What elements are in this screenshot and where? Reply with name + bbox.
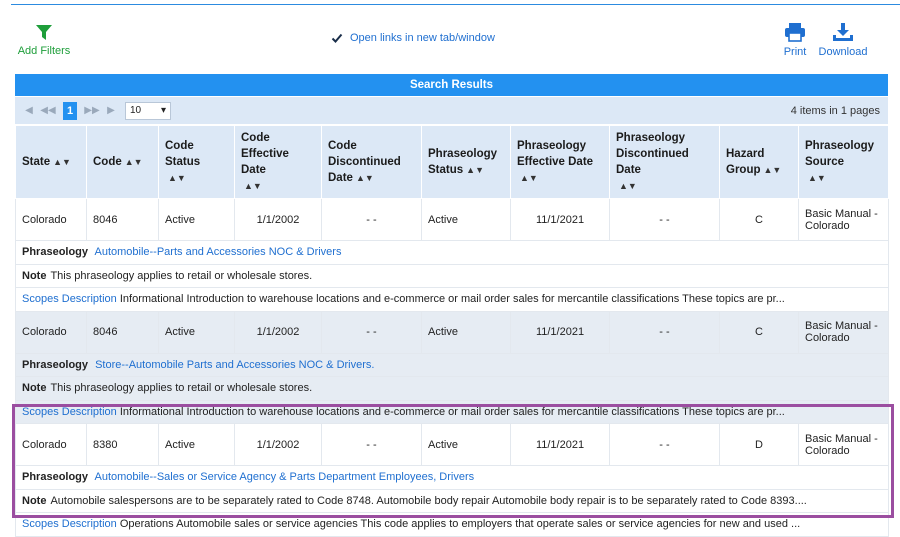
scopes-description-link[interactable]: Scopes Description [22,518,117,531]
cell-code-effective: 1/1/2002 [235,424,322,466]
col-header-phraseology-effective-date[interactable]: Phraseology Effective Date ▲▼ [511,126,610,199]
phraseology-label: Phraseology [22,246,89,259]
col-header-code-status[interactable]: Code Status ▲▼ [159,126,235,199]
table-row[interactable] [16,424,889,466]
add-filters-label: Add Filters [17,45,71,57]
cell-phraseology-effective: 11/1/2021 [511,199,610,241]
phraseology-row [16,353,889,377]
print-label: Print [783,46,807,58]
print-button[interactable] [780,22,810,58]
cell-state: Colorado [16,199,87,241]
download-label: Download [818,46,868,58]
col-header-hazard-group[interactable]: Hazard Group ▲▼ [720,126,799,199]
cell-code-discontinued: - - [322,199,422,241]
sort-icon[interactable]: ▲▼ [53,157,71,167]
open-links-label: Open links in new tab/window [350,32,495,44]
prev-page-icon[interactable]: ◀◀ [40,105,56,116]
scopes-description-link[interactable]: Scopes Description [22,293,117,306]
last-page-icon[interactable]: ▶ [105,105,115,116]
col-header-state[interactable]: State ▲▼ [16,126,87,199]
cell-phraseology-status: Active [422,311,511,353]
cell-code: 8046 [87,311,159,353]
note-row [16,377,889,401]
cell-source: Basic Manual - Colorado [799,424,889,466]
sort-icon[interactable]: ▲▼ [355,173,374,183]
table-row[interactable] [16,311,889,353]
open-links-toggle[interactable] [331,32,495,44]
top-divider [11,4,900,5]
note-text: This phraseology applies to retail or wholesale stores. [50,382,313,395]
cell-phraseology-discontinued: - - [610,199,720,241]
note-text: Automobile salespersons are to be separately rated to Code 8748. Automobile body repair Automobile body repair is to be separately rated to Code 8393.... [50,494,807,507]
phraseology-label: Phraseology [22,471,89,484]
sort-icon[interactable]: ▲▼ [808,173,826,183]
cell-hazard-group: D [720,424,799,466]
page-size-value: 10 [130,105,142,116]
cell-code-discontinued: - - [322,311,422,353]
col-header-code-discontinued-date[interactable]: Code Discontinued Date ▲▼ [322,126,422,199]
cell-code: 8046 [87,199,159,241]
cell-hazard-group: C [720,311,799,353]
note-text: This phraseology applies to retail or wholesale stores. [50,269,313,282]
cell-code-effective: 1/1/2002 [235,199,322,241]
cell-phraseology-effective: 11/1/2021 [511,424,610,466]
note-row [16,264,889,288]
phraseology-link[interactable]: Store--Automobile Parts and Accessories NOC & Drivers. [95,358,375,371]
page-size-select[interactable] [125,102,171,120]
cell-code-effective: 1/1/2002 [235,311,322,353]
sort-icon[interactable]: ▲▼ [244,181,262,191]
table-row[interactable] [16,199,889,241]
phraseology-row [16,241,889,265]
download-button[interactable] [814,22,872,58]
cell-code-status: Active [159,424,235,466]
note-label: Note [22,382,47,395]
scopes-text: Operations Automobile sales or service agencies This code applies to employers that operate sales or service agencies for new and used ... [119,518,801,531]
cell-source: Basic Manual - Colorado [799,311,889,353]
scopes-text: Informational Introduction to warehouse locations and e-commerce or mail order sales for mercantile classifications These topics are pr... [119,293,785,306]
search-results-header: Search Results [15,74,888,96]
cell-code-status: Active [159,311,235,353]
sort-icon[interactable]: ▲▼ [168,173,186,183]
checkmark-icon [331,32,343,44]
cell-state: Colorado [16,311,87,353]
cell-phraseology-effective: 11/1/2021 [511,311,610,353]
col-header-code[interactable]: Code ▲▼ [87,126,159,199]
add-filters-button[interactable] [14,24,74,57]
cell-phraseology-discontinued: - - [610,311,720,353]
table-header-row [16,126,889,199]
download-icon [832,22,854,42]
phraseology-link[interactable]: Automobile--Sales or Service Agency & Parts Department Employees, Drivers [94,471,475,484]
sort-icon[interactable]: ▲▼ [619,181,637,191]
col-header-code-effective-date[interactable]: Code Effective Date ▲▼ [235,126,322,199]
filter-icon [35,24,53,42]
cell-code-discontinued: - - [322,424,422,466]
chevron-down-icon: ▾ [160,105,166,116]
sort-icon[interactable]: ▲▼ [763,165,782,175]
pager [15,97,888,124]
scopes-description-link[interactable]: Scopes Description [22,405,117,418]
toolbar [0,20,900,68]
cell-state: Colorado [16,424,87,466]
results-table [15,125,889,537]
scopes-row [16,513,889,537]
col-header-phraseology-source[interactable]: Phraseology Source ▲▼ [799,126,889,199]
next-page-icon[interactable]: ▶▶ [84,105,100,116]
scopes-text: Informational Introduction to warehouse locations and e-commerce or mail order sales for mercantile classifications These topics are pr... [119,405,785,418]
note-row [16,489,889,513]
scopes-row [16,400,889,424]
cell-hazard-group: C [720,199,799,241]
phraseology-label: Phraseology [22,358,89,371]
cell-phraseology-discontinued: - - [610,424,720,466]
cell-code-status: Active [159,199,235,241]
cell-phraseology-status: Active [422,199,511,241]
note-label: Note [22,269,47,282]
sort-icon[interactable]: ▲▼ [466,165,484,175]
printer-icon [784,22,806,42]
cell-phraseology-status: Active [422,424,511,466]
col-header-phraseology-discontinued-date[interactable]: Phraseology Discontinued Date ▲▼ [610,126,720,199]
note-label: Note [22,494,47,507]
phraseology-link[interactable]: Automobile--Parts and Accessories NOC & Drivers [94,246,342,259]
phraseology-row [16,466,889,490]
pager-info: 4 items in 1 pages [790,104,880,117]
cell-code: 8380 [87,424,159,466]
open-links-checkbox[interactable] [331,32,343,44]
current-page-button[interactable]: 1 [63,102,77,120]
col-header-phraseology-status[interactable]: Phraseology Status ▲▼ [422,126,511,199]
cell-source: Basic Manual - Colorado [799,199,889,241]
sort-icon[interactable]: ▲▼ [124,157,143,167]
scopes-row [16,288,889,312]
sort-icon[interactable]: ▲▼ [520,173,538,183]
first-page-icon[interactable]: ◀ [25,105,35,116]
